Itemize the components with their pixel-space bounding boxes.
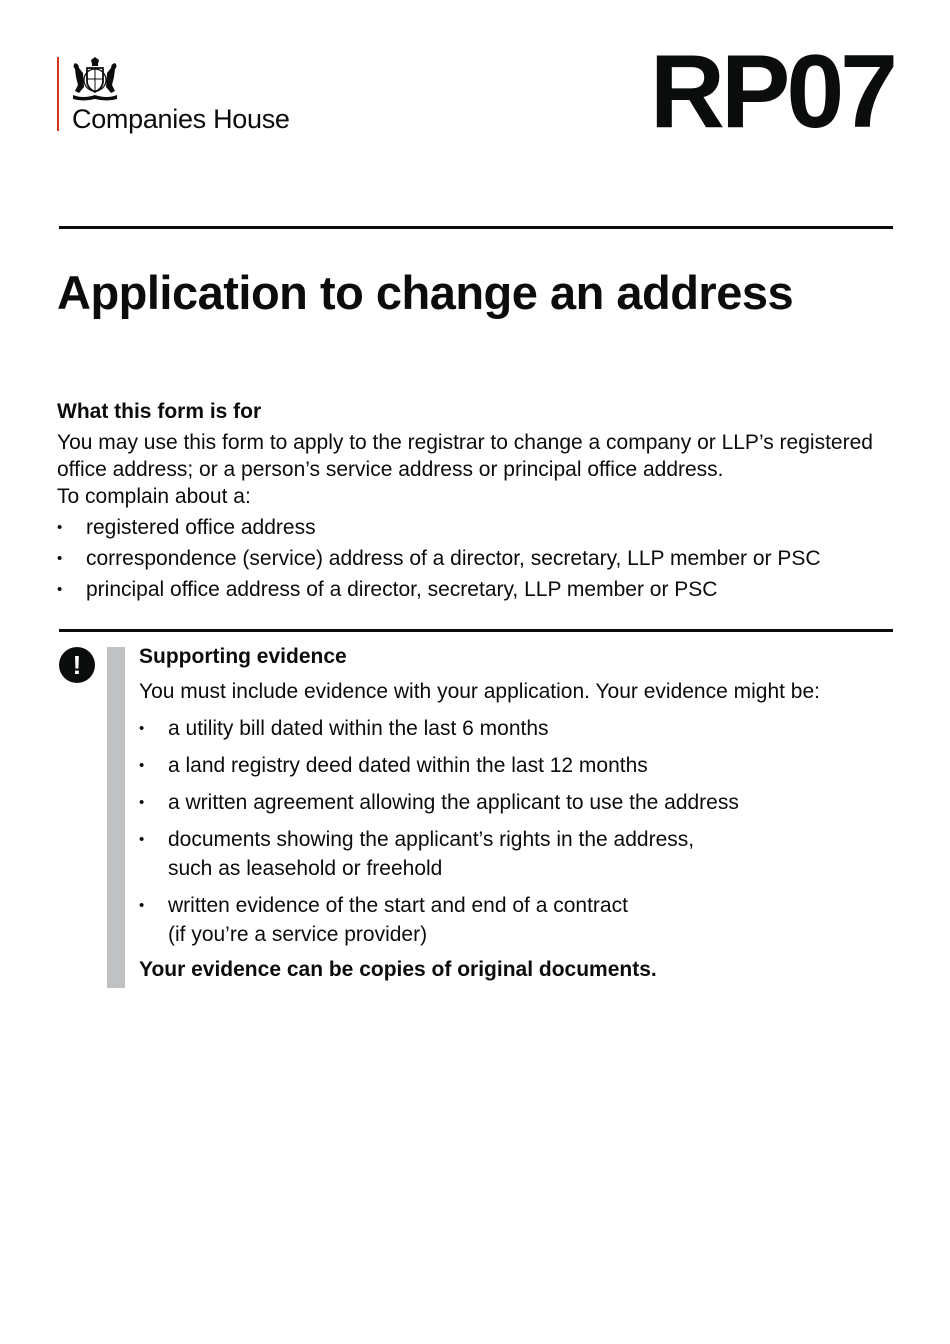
supporting-evidence-section	[139, 643, 899, 984]
list-item: • principal office address of a director, secretary, LLP member or PSC	[57, 576, 897, 603]
evidence-intro: You must include evidence with your application. Your evidence might be:	[139, 680, 820, 703]
list-item: • registered office address	[57, 514, 897, 541]
header-divider	[59, 226, 893, 229]
list-item: • a written agreement allowing the applicant to use the address	[139, 788, 899, 817]
section-divider	[59, 629, 893, 632]
evidence-heading: Supporting evidence	[139, 645, 347, 668]
list-item: • documents showing the applicant’s rights in the address, such as leasehold or freehold	[139, 825, 899, 883]
form-purpose-section	[57, 399, 897, 603]
evidence-note: Your evidence can be copies of original documents.	[139, 958, 657, 981]
exclamation-icon: !	[59, 647, 95, 683]
organisation-name: Companies House	[72, 104, 290, 134]
purpose-description: You may use this form to apply to the registrar to change a company or LLP’s registered office address; or a person’s service address or principal office address.	[57, 431, 873, 481]
list-item: • a utility bill dated within the last 6 months	[139, 714, 899, 743]
list-item: • written evidence of the start and end of a contract (if you’re a service provider)	[139, 891, 899, 949]
complain-intro: To complain about a:	[57, 485, 251, 508]
evidence-inset-bar	[107, 647, 125, 988]
form-code: RP07	[649, 34, 894, 150]
evidence-list	[139, 714, 899, 949]
page-title: Application to change an address	[57, 266, 794, 319]
complaint-list	[57, 514, 897, 603]
list-item: • a land registry deed dated within the last 12 months	[139, 751, 899, 780]
list-item: • correspondence (service) address of a director, secretary, LLP member or PSC	[57, 545, 897, 572]
section-heading: What this form is for	[57, 400, 262, 423]
companies-house-logo	[57, 57, 290, 134]
royal-coat-of-arms-icon	[69, 57, 121, 103]
